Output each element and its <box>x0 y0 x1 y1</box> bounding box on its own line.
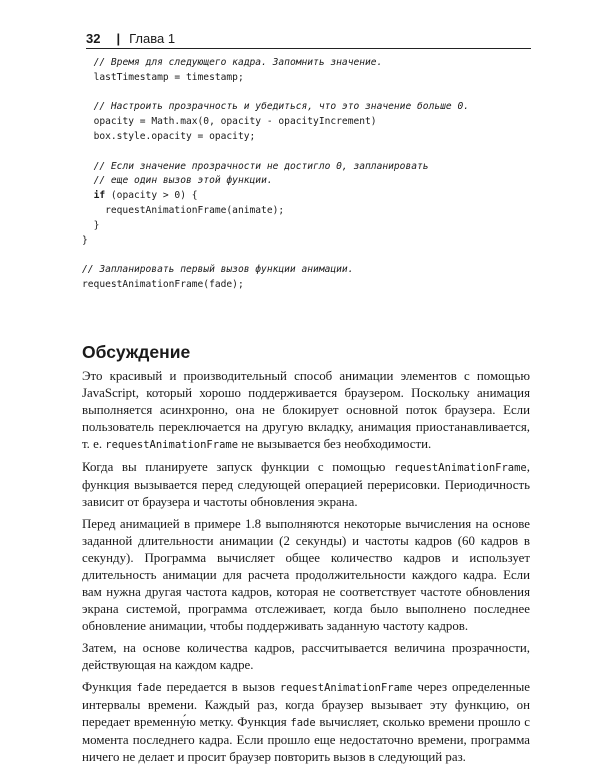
code-listing <box>82 56 542 293</box>
body-text <box>82 368 530 771</box>
inline-code: requestAnimationFrame <box>394 462 527 474</box>
code-keyword: if <box>93 190 106 202</box>
code-line <box>82 130 542 145</box>
code-text: (opacity > 0) { <box>105 190 198 202</box>
code-text: lastTimestamp = timestamp; <box>93 71 244 83</box>
paragraph: Когда вы планируете запуск функции с помощью requestAnimationFrame, функция вызывается перед следующей операцией перерисовки. Периодичность зависит от браузера и частоты обновления экрана. <box>82 460 530 509</box>
page-header <box>86 31 531 51</box>
code-comment: // Настроить прозрачность и убедиться, что это значение больше 0. <box>93 101 469 113</box>
code-text: } <box>93 219 100 231</box>
paragraph: Это красивый и производительный способ анимации элементов с помощью JavaScript, который хорошо поддерживается браузером. Поскольку анимация выполняется асинхронно, она не блокирует основной поток браузера. Если пользователь переключается на другую вкладку, анимация приостанавливается, т. е. requestAnimationFrame не вызывается без необходимости. <box>82 369 530 451</box>
code-comment: // еще один вызов этой функции. <box>93 175 273 187</box>
code-line-blank <box>82 248 542 263</box>
chapter-title: Глава 1 <box>129 31 176 46</box>
code-line <box>82 174 542 189</box>
paragraph: Перед анимацией в примере 1.8 выполняются некоторые вычисления на основе заданной длительности анимации (2 секунды) и частоты кадров (60 кадров в секунду). Программа вычисляет общее количество кадров и использует длительность анимации для расчета продолжительности каждого кадра. Если вам нужна другая частота кадров, которая не соответствует частоте обновления экрана системой, программа отслеживает, когда было выполнено последнее обновление анимации, чтобы поддерживать заданную частоту кадров. <box>82 517 530 633</box>
code-text: opacity = Math.max(0, opacity - opacityIncrement) <box>93 116 377 128</box>
code-comment: // Время для следующего кадра. Запомнить значение. <box>93 57 383 68</box>
paragraph: Затем, на основе количества кадров, рассчитывается величина прозрачности, действующая на каждом кадре. <box>82 641 530 672</box>
code-line <box>82 115 542 130</box>
code-text: requestAnimationFrame(fade); <box>82 278 244 290</box>
code-text: box.style.opacity = opacity; <box>93 130 256 142</box>
code-line <box>82 263 542 278</box>
paragraph: Функция fade передается в вызов requestAnimationFrame через определенные интервалы времени. Каждый раз, когда браузер вызывает эту функцию, он передает временну́ю метку. Функция fade вычисляет, сколько времени прошло с момента последнего кадра. Если прошло еще недостаточно времени, программа ничего не делает и просит браузер повторить вызов в следующий раз. <box>82 680 530 764</box>
header-separator: | <box>116 31 121 46</box>
code-comment: // Если значение прозрачности не достигло 0, запланировать <box>93 160 429 172</box>
code-text: requestAnimationFrame(animate); <box>105 204 285 216</box>
code-line <box>82 204 542 219</box>
code-line-blank <box>82 145 542 160</box>
code-line <box>82 219 542 234</box>
section-heading: Обсуждение <box>82 342 191 362</box>
inline-code: fade <box>136 682 162 694</box>
code-line <box>82 278 542 293</box>
inline-code: requestAnimationFrame <box>105 439 239 451</box>
code-line-blank <box>82 86 542 101</box>
code-text: } <box>82 234 88 246</box>
code-line <box>82 189 542 204</box>
inline-code: fade <box>290 717 316 729</box>
page-number: 32 <box>86 31 101 46</box>
code-line <box>82 234 542 249</box>
code-line <box>82 71 542 86</box>
code-comment: // Запланировать первый вызов функции анимации. <box>82 264 354 276</box>
code-line <box>82 100 542 115</box>
code-line <box>82 160 542 175</box>
code-line <box>82 56 542 71</box>
header-rule <box>86 48 531 49</box>
inline-code: requestAnimationFrame <box>279 682 413 694</box>
